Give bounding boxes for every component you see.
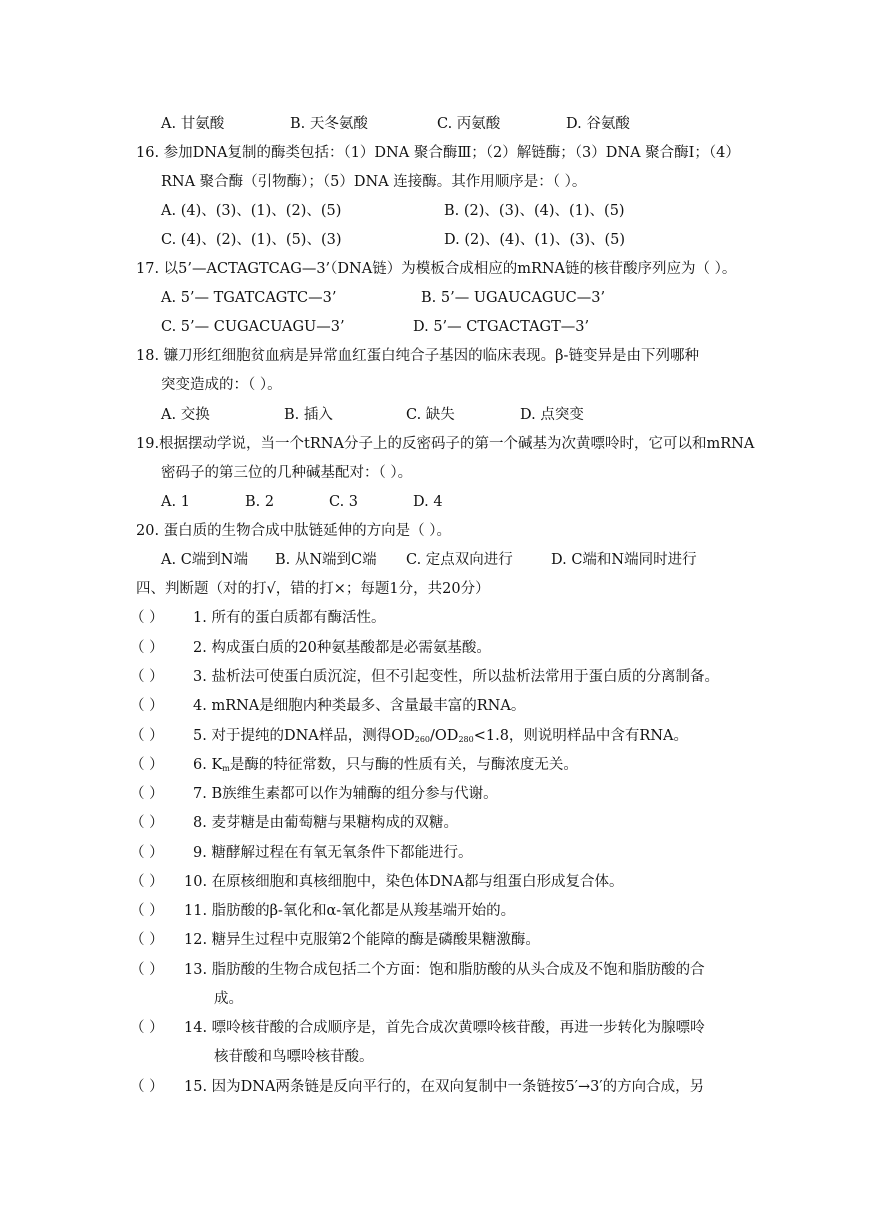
answer-blank[interactable]: （ ） bbox=[130, 669, 164, 685]
q19-option-b: B. 2 bbox=[245, 494, 275, 510]
tf-item-4: 4. mRNA是细胞内种类最多、含量最丰富的RNA。 bbox=[193, 698, 526, 714]
tf-item-10: 10. 在原核细胞和真核细胞中，染色体DNA都与组蛋白形成复合体。 bbox=[184, 874, 624, 890]
answer-blank[interactable]: （ ） bbox=[130, 903, 164, 919]
answer-blank[interactable]: （ ） bbox=[130, 610, 164, 626]
q18-option-a: A. 交换 bbox=[161, 407, 210, 423]
q16-option-d: D. (2)、(4)、(1)、(3)、(5) bbox=[444, 232, 626, 248]
q17-option-b: B. 5’— UGAUCAGUC—3’ bbox=[421, 290, 606, 306]
tf-item-6 bbox=[193, 755, 578, 779]
subscript-260: 260 bbox=[414, 735, 431, 744]
q19-stem-line2: 密码子的第三位的几种碱基配对：（ ）。 bbox=[161, 465, 413, 481]
q20-option-c: C. 定点双向进行 bbox=[406, 552, 513, 568]
q18-option-c: C. 缺失 bbox=[406, 407, 455, 423]
q20-option-a: A. C端到N端 bbox=[161, 552, 248, 568]
tf-item-5 bbox=[193, 726, 688, 750]
q15-option-a: A. 甘氨酸 bbox=[161, 116, 225, 132]
q17-option-a: A. 5’— TGATCAGTC—3’ bbox=[161, 290, 337, 306]
tf-item-1: 1. 所有的蛋白质都有酶活性。 bbox=[193, 610, 386, 626]
q18-stem-line1: 18. 镰刀形红细胞贫血病是异常血红蛋白纯合子基因的临床表现。β-链变异是由下列哪种 bbox=[136, 348, 699, 364]
answer-blank[interactable]: （ ） bbox=[130, 728, 164, 744]
tf-item-13: 13. 脂肪酸的生物合成包括二个方面：饱和脂肪酸的从头合成及不饱和脂肪酸的合 bbox=[184, 962, 705, 978]
q18-option-b: B. 插入 bbox=[284, 407, 333, 423]
tf-item-7: 7. B族维生素都可以作为辅酶的组分参与代谢。 bbox=[193, 786, 498, 802]
answer-blank[interactable]: （ ） bbox=[130, 962, 164, 978]
q17-option-c: C. 5’— CUGACUAGU—3’ bbox=[161, 319, 345, 335]
subscript-m: m bbox=[222, 764, 230, 773]
q20-option-d: D. C端和N端同时进行 bbox=[551, 552, 697, 568]
q19-option-a: A. 1 bbox=[161, 494, 190, 510]
section-four-title: 四、判断题（对的打√，错的打×；每题1分，共20分） bbox=[136, 581, 490, 597]
q17-stem: 17. 以5’—ACTAGTCAG—3’（DNA链）为模板合成相应的mRNA链的核苷酸序列应为（ ）。 bbox=[136, 261, 737, 277]
tf-item-2: 2. 构成蛋白质的20种氨基酸都是必需氨基酸。 bbox=[193, 640, 491, 656]
q16-stem-line2: RNA 聚合酶（引物酶）；（5）DNA 连接酶。其作用顺序是：（ ）。 bbox=[161, 174, 587, 190]
q15-option-c: C. 丙氨酸 bbox=[437, 116, 501, 132]
q19-option-c: C. 3 bbox=[329, 494, 359, 510]
answer-blank[interactable]: （ ） bbox=[130, 1020, 164, 1036]
tf-item-5-tail: <1.8，则说明样品中含有RNA。 bbox=[473, 728, 689, 744]
answer-blank[interactable]: （ ） bbox=[130, 932, 164, 948]
q20-option-b: B. 从N端到C端 bbox=[275, 552, 377, 568]
answer-blank[interactable]: （ ） bbox=[130, 1079, 164, 1095]
q16-stem-line1: 16. 参加DNA复制的酶类包括：（1）DNA 聚合酶Ⅲ；（2）解链酶；（3）DNA 聚合酶Ⅰ；（4） bbox=[136, 145, 740, 161]
tf-item-15: 15. 因为DNA两条链是反向平行的，在双向复制中一条链按5′→3′的方向合成，另 bbox=[184, 1079, 705, 1095]
tf-item-5-text: 5. 对于提纯的DNA样品，测得OD bbox=[193, 728, 415, 744]
answer-blank[interactable]: （ ） bbox=[130, 845, 164, 861]
answer-blank[interactable]: （ ） bbox=[130, 698, 164, 714]
q16-option-a: A. (4)、(3)、(1)、(2)、(5) bbox=[161, 203, 342, 219]
subscript-280: 280 bbox=[458, 735, 474, 744]
answer-blank[interactable]: （ ） bbox=[130, 874, 164, 890]
tf-item-6-text: 6. K bbox=[193, 757, 223, 773]
tf-item-9: 9. 糖酵解过程在有氧无氧条件下都能进行。 bbox=[193, 845, 473, 861]
q15-option-d: D. 谷氨酸 bbox=[566, 116, 630, 132]
q18-option-d: D. 点突变 bbox=[520, 407, 584, 423]
tf-item-5-od: /OD bbox=[430, 728, 459, 744]
tf-item-11: 11. 脂肪酸的β-氧化和α-氧化都是从羧基端开始的。 bbox=[184, 903, 516, 919]
q16-option-c: C. (4)、(2)、(1)、(5)、(3) bbox=[161, 232, 342, 248]
tf-item-14: 14. 嘌呤核苷酸的合成顺序是，首先合成次黄嘌呤核苷酸，再进一步转化为腺嘌呤 bbox=[184, 1020, 705, 1036]
q15-option-b: B. 天冬氨酸 bbox=[290, 116, 368, 132]
q17-option-d: D. 5’— CTGACTAGT—3’ bbox=[413, 319, 590, 335]
q20-stem: 20. 蛋白质的生物合成中肽链延伸的方向是（ ）。 bbox=[136, 523, 452, 539]
answer-blank[interactable]: （ ） bbox=[130, 640, 164, 656]
tf-item-14-continued: 核苷酸和鸟嘌呤核苷酸。 bbox=[214, 1049, 374, 1065]
tf-item-13-continued: 成。 bbox=[214, 991, 243, 1007]
answer-blank[interactable]: （ ） bbox=[130, 757, 164, 773]
q19-stem-line1: 19.根据摆动学说，当一个tRNA分子上的反密码子的第一个碱基为次黄嘌呤时，它可以和mRNA bbox=[136, 436, 755, 452]
q19-option-d: D. 4 bbox=[413, 494, 443, 510]
q16-option-b: B. (2)、(3)、(4)、(1)、(5) bbox=[444, 203, 625, 219]
tf-item-3: 3. 盐析法可使蛋白质沉淀，但不引起变性，所以盐析法常用于蛋白质的分离制备。 bbox=[193, 669, 719, 685]
tf-item-12: 12. 糖异生过程中克服第2个能障的酶是磷酸果糖激酶。 bbox=[184, 932, 540, 948]
answer-blank[interactable]: （ ） bbox=[130, 786, 164, 802]
tf-item-6-tail: 是酶的特征常数，只与酶的性质有关，与酶浓度无关。 bbox=[229, 757, 578, 773]
answer-blank[interactable]: （ ） bbox=[130, 815, 164, 831]
q18-stem-line2: 突变造成的：（ ）。 bbox=[161, 377, 282, 393]
tf-item-8: 8. 麦芽糖是由葡萄糖与果糖构成的双糖。 bbox=[193, 815, 458, 831]
